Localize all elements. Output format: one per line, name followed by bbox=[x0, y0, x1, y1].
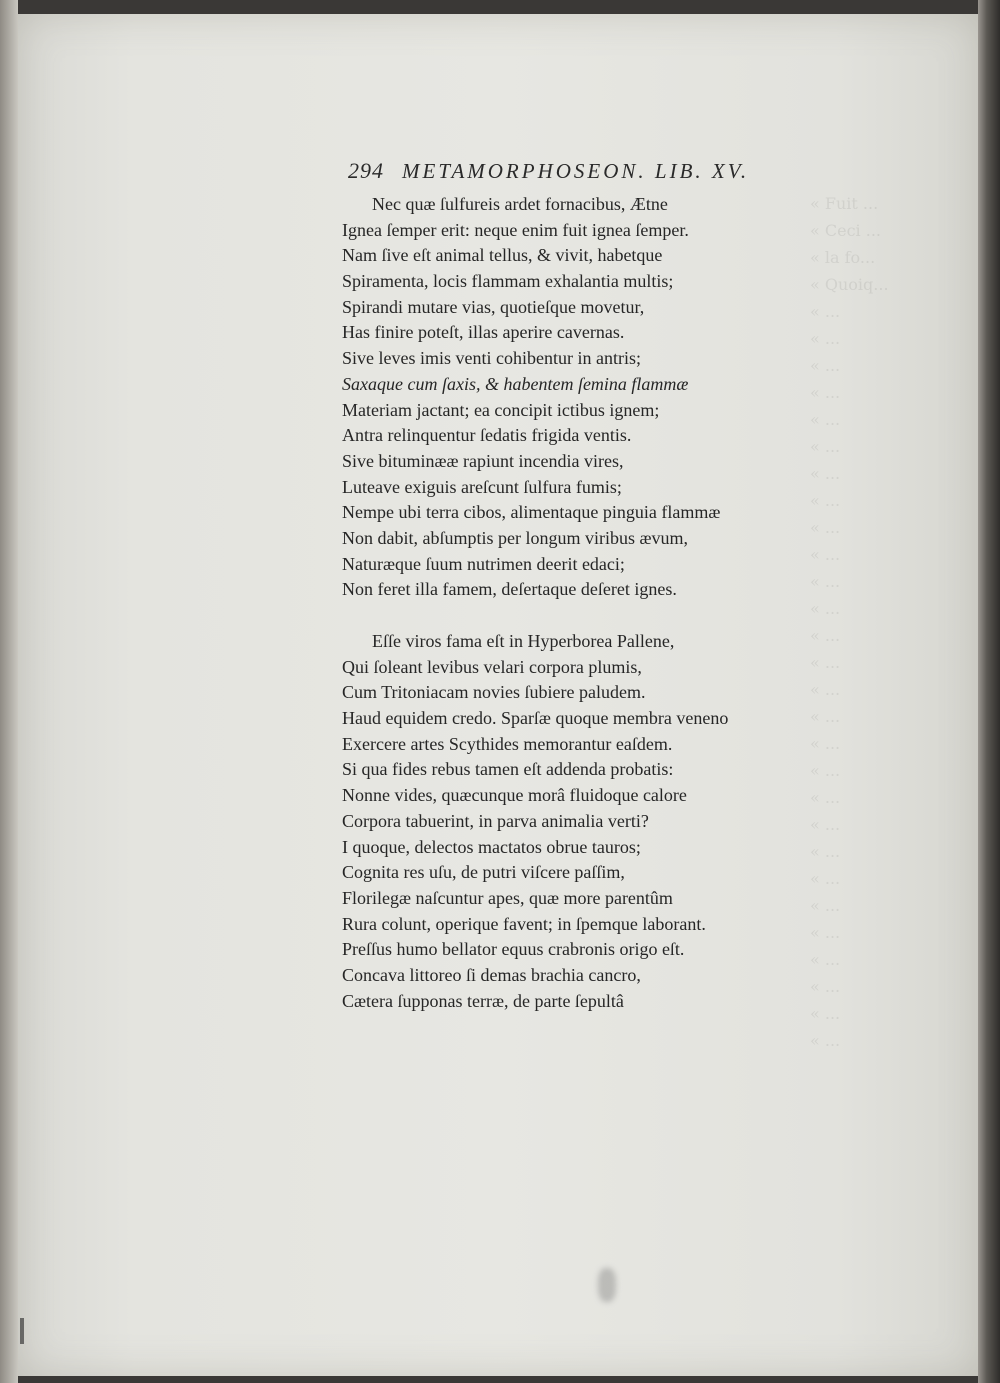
verse-line: Saxaque cum ſaxis, & habentem ſemina flammæ bbox=[342, 373, 689, 394]
verse-line: Rura colunt, operique favent; in ſpemque laborant. bbox=[342, 913, 706, 934]
verse-line: Non dabit, abſumptis per longum viribus ævum, bbox=[342, 527, 688, 548]
verse-line: Spirandi mutare vias, quotieſque movetur, bbox=[342, 296, 645, 317]
stanza-break bbox=[342, 603, 832, 629]
page-number: 294 bbox=[348, 158, 384, 183]
verse-line: Non feret illa famem, deſertaque deſeret ignes. bbox=[342, 579, 677, 600]
verse-line: Cum Tritoniacam novies ſubiere paludem. bbox=[342, 682, 646, 703]
verse-line: Antra relinquentur ſedatis frigida ventis. bbox=[342, 425, 632, 446]
verse-line: Si qua fides rebus tamen eſt addenda probatis: bbox=[342, 759, 674, 780]
verse-line: Sive leves imis venti cohibentur in antris; bbox=[342, 348, 641, 369]
verse-line: Nec quæ ſulfureis ardet fornacibus, Ætne bbox=[372, 194, 668, 214]
verse-line: Nam ſive eſt animal tellus, & vivit, habetque bbox=[342, 245, 663, 266]
page-header bbox=[348, 158, 828, 184]
verse-line: Florilegæ naſcuntur apes, quæ more parentûm bbox=[342, 887, 673, 908]
verse-line: Sive bituminææ rapiunt incendia vires, bbox=[342, 450, 624, 471]
verse-line: Concava littoreo ſi demas brachia cancro, bbox=[342, 964, 641, 985]
verse-line: Nempe ubi terra cibos, alimentaque pinguia flammæ bbox=[342, 502, 721, 523]
verse-line: Cognita res uſu, de putri viſcere paſſim, bbox=[342, 862, 625, 883]
running-title: METAMORPHOSEON. LIB. XV. bbox=[402, 159, 750, 183]
verse-line: Eſſe viros fama eſt in Hyperborea Pallene, bbox=[372, 631, 675, 651]
margin-mark bbox=[20, 1318, 24, 1344]
verse-line: Luteave exiguis areſcunt ſulfura fumis; bbox=[342, 476, 622, 497]
verse-line: Preſſus humo bellator equus crabronis origo eſt. bbox=[342, 939, 685, 960]
verse-line: Has finire poteſt, illas aperire cavernas. bbox=[342, 322, 625, 343]
verse-line: Corpora tabuerint, in parva animalia verti? bbox=[342, 810, 649, 831]
bleed-through-texture: « Fuit ... « Ceci ... « la fo... « Quoiq... « ... « ... « ... « ... « ... « ... « ... « ... « ... « ... « ... « ... « ... « ... « ... « ... « ... « ... « ... « ... « ... « ... « ... « ... « ... « ... « ... « ... bbox=[810, 194, 889, 1050]
verse-line: Materiam jactant; ea concipit ictibus ignem; bbox=[342, 399, 660, 420]
verse-line: Naturæque ſuum nutrimen deerit edaci; bbox=[342, 553, 625, 574]
binding-edge bbox=[0, 0, 18, 1383]
verse-line: Spiramenta, locis flammam exhalantia multis; bbox=[342, 271, 674, 292]
verse-text bbox=[342, 192, 832, 1014]
verse-line: I quoque, delectos mactatos obrue tauros; bbox=[342, 836, 641, 857]
verse-line: Nonne vides, quæcunque morâ fluidoque calore bbox=[342, 785, 687, 806]
verse-line: Cætera ſupponas terræ, de parte ſepultâ bbox=[342, 990, 624, 1011]
verse-line: Qui ſoleant levibus velari corpora plumis, bbox=[342, 656, 642, 677]
verse-line: Exercere artes Scythides memorantur eaſdem. bbox=[342, 733, 673, 754]
page-fore-edge bbox=[978, 0, 1000, 1383]
verse-line: Ignea ſemper erit: neque enim fuit ignea ſemper. bbox=[342, 219, 689, 240]
ink-smudge bbox=[598, 1268, 616, 1302]
verse-line: Haud equidem credo. Sparſæ quoque membra veneno bbox=[342, 708, 729, 729]
